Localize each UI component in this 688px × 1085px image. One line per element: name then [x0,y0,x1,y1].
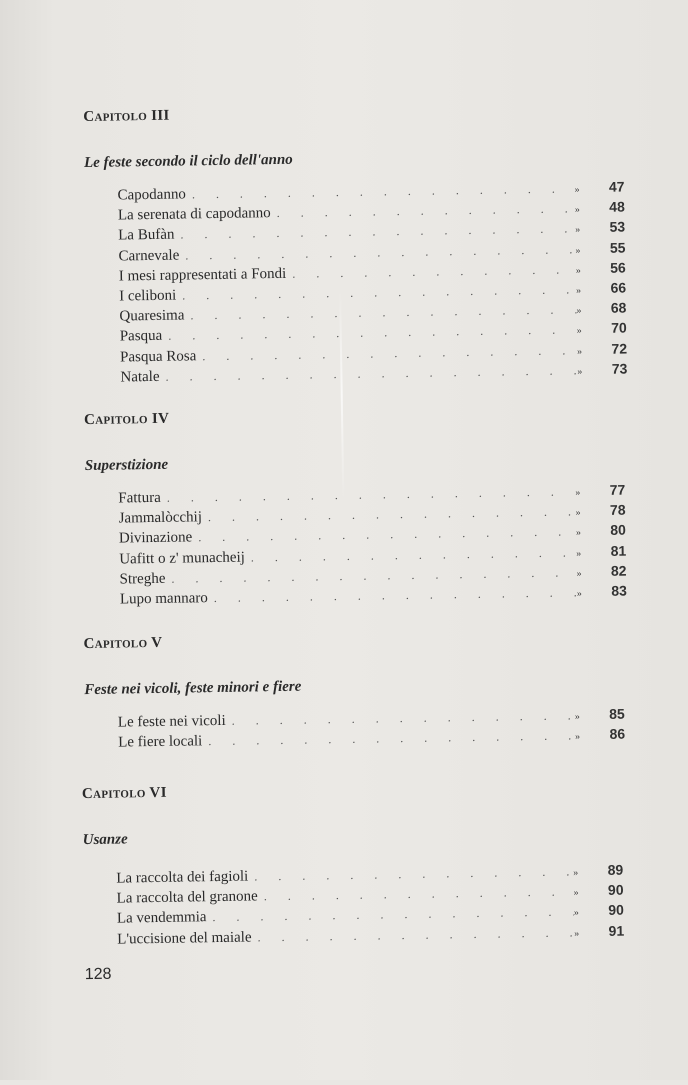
ditto-mark: » [576,305,582,317]
entry-page-number: 86 [609,725,626,743]
entry-title: Lupo mannaro [119,590,208,608]
ditto-mark: » [576,345,583,357]
entry-page-number: 72 [611,340,628,357]
entry-page-number: 68 [610,299,627,316]
toc-entries [85,480,627,610]
ditto-mark: » [575,731,581,743]
ditto-mark: » [574,204,580,216]
entry-page-number: 83 [611,582,627,599]
ditto-mark: » [573,907,579,919]
entry-title: La vendemmia [116,909,207,927]
entry-title: Le fiere locali [118,733,203,751]
ditto-mark: » [576,568,582,580]
page-number: 128 [84,965,112,984]
toc-entries [84,177,627,387]
entry-page-number: 66 [610,279,627,296]
ditto-mark: » [575,264,581,277]
entry-page-number: 53 [609,218,626,236]
entry-page-number: 48 [609,198,625,215]
entry-page-number: 90 [608,902,624,919]
entry-page-number: 82 [610,562,627,579]
dot-leader [251,922,574,947]
entry-title: Natale [120,368,160,386]
entry-page-number: 56 [610,259,626,276]
ditto-mark: » [573,867,579,879]
entry-page-number: 90 [607,881,624,899]
entry-title: La serenata di capodanno [117,205,271,224]
entry-title: Divinazione [118,529,193,547]
entry-title: Capodanno [117,186,187,204]
entry-title: I celiboni [119,287,177,305]
ditto-mark: » [575,224,581,236]
entry-page-number: 91 [608,922,625,939]
ditto-mark: » [576,588,582,600]
entry-title: Pasqua [119,328,163,345]
entry-title: L'uccisione del maiale [117,929,252,948]
entry-page-number: 80 [610,521,627,539]
chapter-subtitle: Le feste secondo il ciclo dell'anno [83,151,293,172]
entry-title: La raccolta del granone [116,888,258,907]
chapter-title: Capitolo VI [81,784,167,803]
entry-page-number: 55 [609,239,626,256]
entry-page-number: 73 [611,360,628,377]
entry-page-number: 89 [607,861,624,878]
chapter-title: Capitolo V [83,634,163,653]
chapter-title: Capitolo IV [83,410,170,429]
chapter-3 [83,99,627,387]
ditto-mark: » [575,487,581,499]
entry-title: Pasqua Rosa [119,347,197,365]
chapter-title: Capitolo III [83,107,170,126]
entry-title: Streghe [119,570,166,588]
entry-page-number: 70 [611,319,627,337]
ditto-mark: » [576,547,582,559]
toc-entries [83,860,624,949]
ditto-mark: » [576,285,582,297]
ditto-mark: » [575,527,582,539]
entry-page-number: 85 [609,705,625,722]
chapter-6 [82,776,625,949]
entry-page-number: 47 [608,178,625,195]
chapter-subtitle: Usanze [82,831,128,849]
chapter-5 [83,626,625,753]
entry-page-number: 81 [610,542,627,559]
toc-entries [85,704,626,753]
entry-title: Jammalòcchij [118,509,203,527]
ditto-mark: » [577,365,583,378]
chapter-4 [84,402,627,610]
entry-page-number: 78 [609,501,626,519]
entry-title: Carnevale [118,247,180,265]
ditto-mark: » [575,507,581,519]
chapter-subtitle: Feste nei vicoli, feste minori e fiere [84,678,302,699]
chapter-subtitle: Superstizione [84,456,169,475]
entry-title: Fattura [118,489,161,507]
ditto-mark: » [574,184,580,196]
ditto-mark: » [576,325,582,337]
ditto-mark: » [575,244,581,256]
ditto-mark: » [573,887,579,899]
entry-title: Uafitt o z' munacheij [119,549,245,568]
ditto-mark: » [574,711,580,723]
entry-title: Quaresima [119,307,185,325]
ditto-mark: » [574,927,580,939]
entry-title: La Bufàn [118,227,175,244]
entry-title: I mesi rappresentati a Fondi [118,265,287,285]
entry-title: Le feste nei vicoli [117,712,226,731]
entry-page-number: 77 [609,481,626,498]
entry-title: La raccolta dei fagioli [116,868,249,887]
